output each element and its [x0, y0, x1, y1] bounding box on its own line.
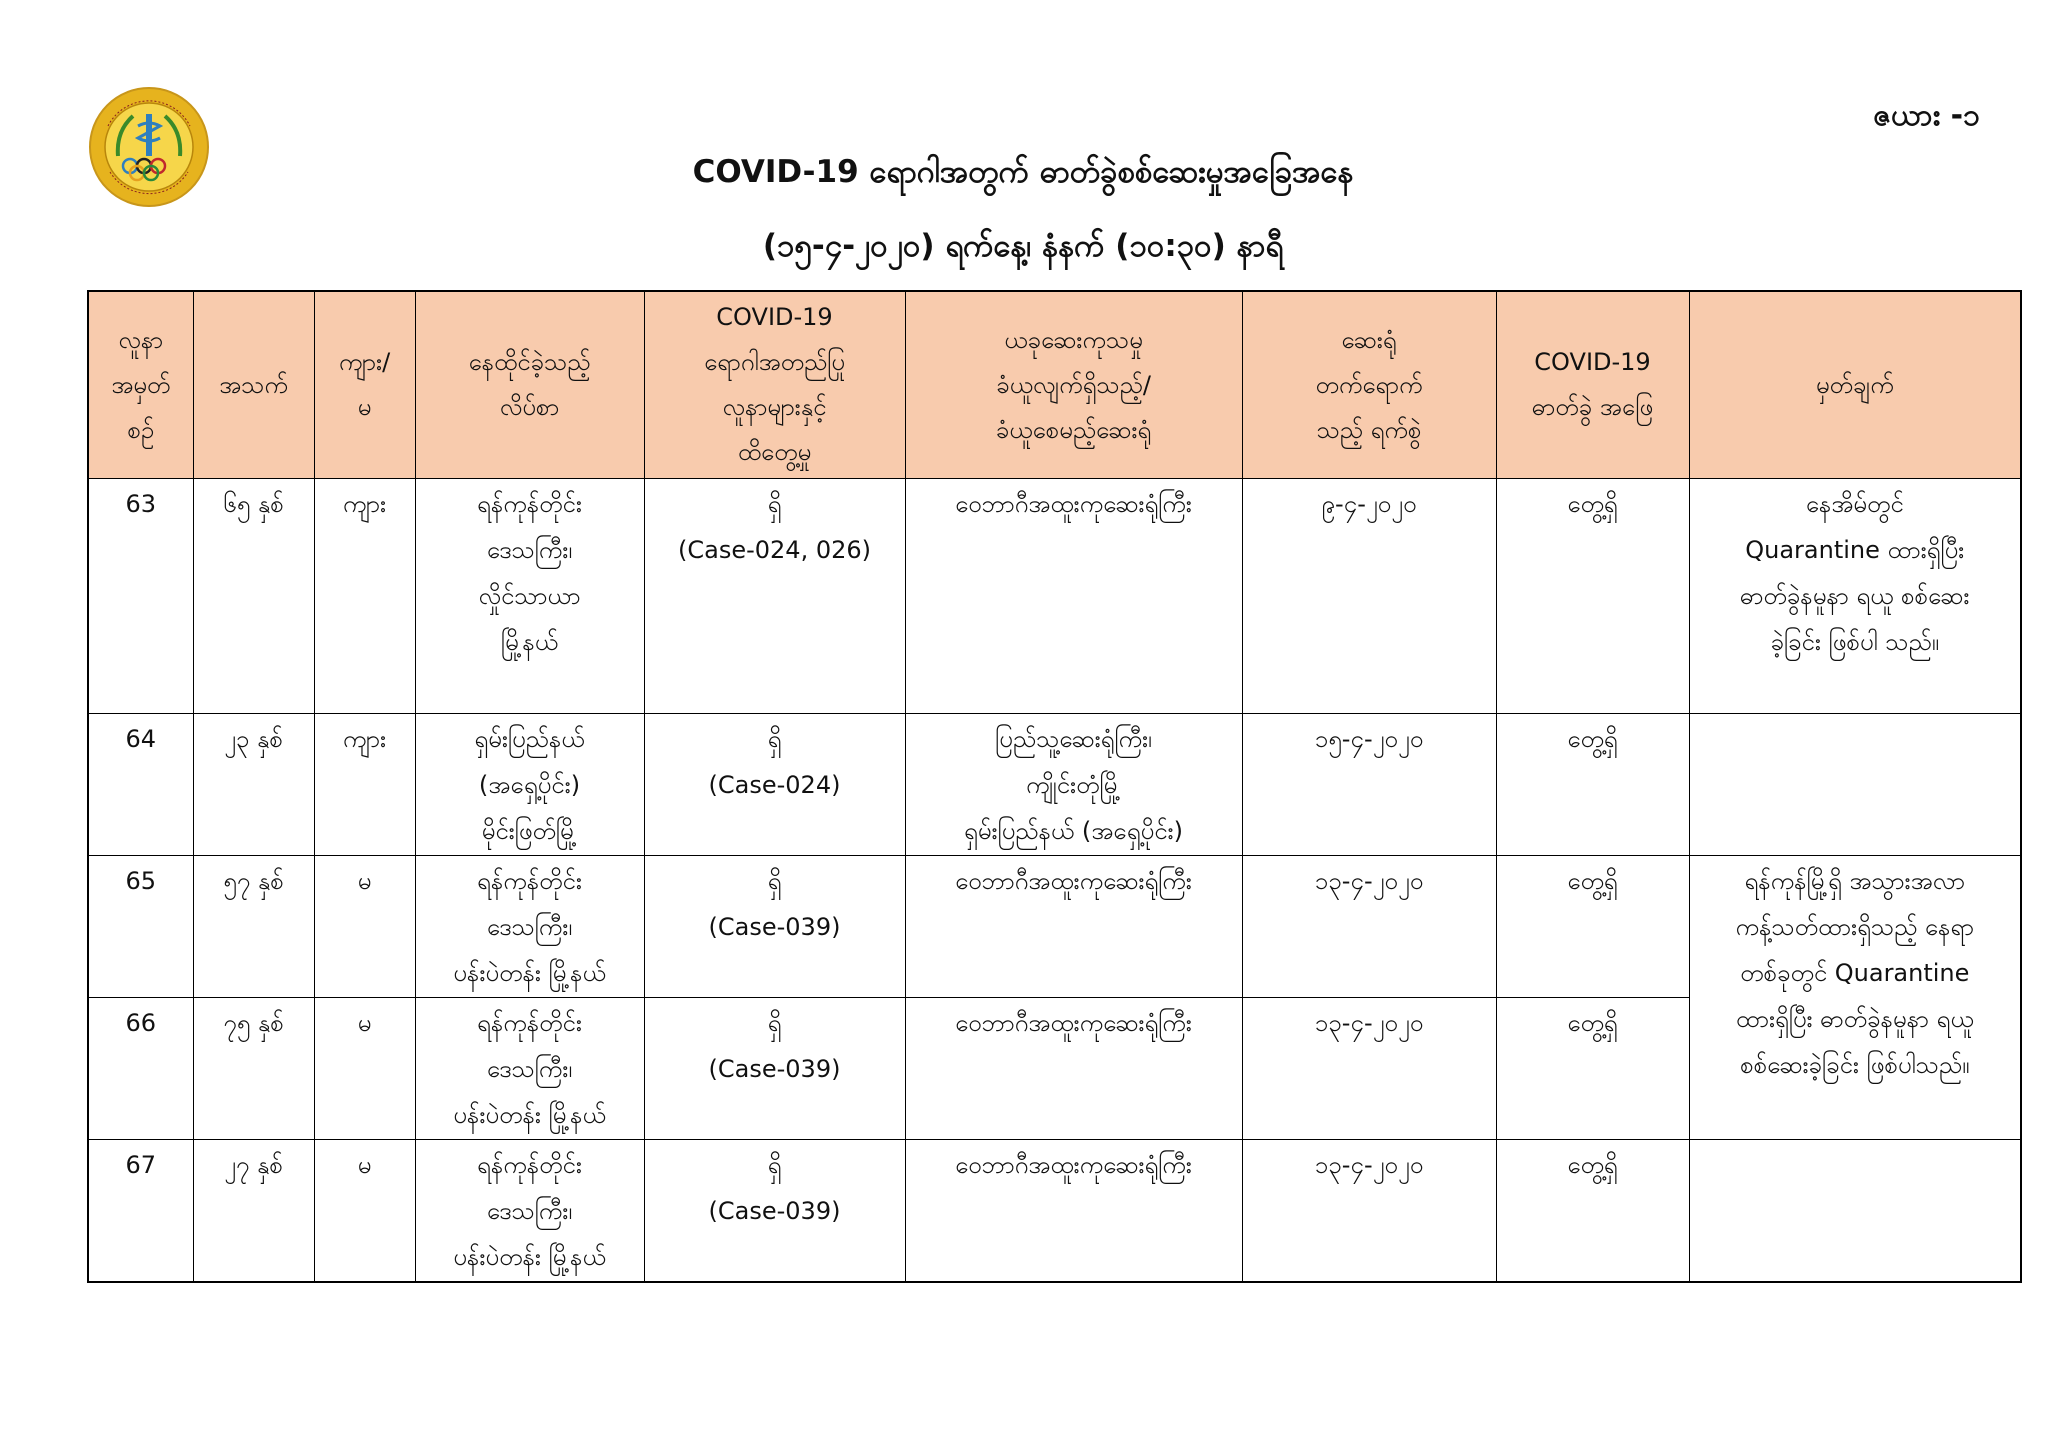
cell-sex: မ [314, 998, 415, 1140]
cell-patient-no: 64 [88, 714, 193, 856]
cell-sex: မ [314, 856, 415, 998]
page-subtitle: (၁၅-၄-၂၀၂၀) ရက်နေ့၊ နံနက် (၁၀:၃၀) နာရီ [762, 228, 1284, 264]
cell-address: ရန်ကုန်တိုင်း ဒေသကြီး၊ ပန်းပဲတန်း မြို့နယ် [415, 1140, 644, 1283]
cell-age: ၂၇ နှစ် [193, 1140, 314, 1283]
col-header-contact: COVID-19 ရောဂါအတည်ပြု လူနာများနှင့် ထိတွေ့မှု [644, 291, 905, 479]
cell-age: ၂၃ နှစ် [193, 714, 314, 856]
col-header-hospital: ယခုဆေးကုသမှု ခံယူလျက်ရှိသည့်/ ခံယူစေမည့်ဆေးရုံ [905, 291, 1242, 479]
cell-patient-no: 66 [88, 998, 193, 1140]
cell-hospital: ဝေဘာဂီအထူးကုဆေးရုံကြီး [905, 998, 1242, 1140]
cell-sex: ကျား [314, 479, 415, 714]
cell-admit-date: ၁၅-၄-၂၀၂၀ [1242, 714, 1496, 856]
page-title: COVID-19 ရောဂါအတွက် ဓာတ်ခွဲစစ်ဆေးမှုအခြေအနေ [692, 154, 1354, 190]
cell-contact: ရှိ (Case-039) [644, 1140, 905, 1283]
cell-age: ၅၇ နှစ် [193, 856, 314, 998]
cell-address: ရှမ်းပြည်နယ် (အရှေ့ပိုင်း) မိုင်းဖြတ်မြို့ [415, 714, 644, 856]
cell-remark [1689, 1140, 2021, 1283]
col-header-remark: မှတ်ချက် [1689, 291, 2021, 479]
cell-address: ရန်ကုန်တိုင်း ဒေသကြီး၊ ပန်းပဲတန်း မြို့နယ် [415, 856, 644, 998]
cell-hospital: ပြည်သူ့ဆေးရုံကြီး၊ ကျိုင်းတုံမြို့ ရှမ်းပြည်နယ် (အရှေ့ပိုင်း) [905, 714, 1242, 856]
cell-contact: ရှိ (Case-024) [644, 714, 905, 856]
cell-result: တွေ့ရှိ [1496, 714, 1689, 856]
cell-hospital: ဝေဘာဂီအထူးကုဆေးရုံကြီး [905, 856, 1242, 998]
cell-patient-no: 65 [88, 856, 193, 998]
cell-contact: ရှိ (Case-024, 026) [644, 479, 905, 714]
cell-remark [1689, 714, 2021, 856]
cell-contact: ရှိ (Case-039) [644, 856, 905, 998]
cell-admit-date: ၁၃-၄-၂၀၂၀ [1242, 856, 1496, 998]
col-header-patient-no: လူနာ အမှတ် စဉ် [88, 291, 193, 479]
cell-result: တွေ့ရှိ [1496, 998, 1689, 1140]
table-row [88, 1140, 2021, 1283]
col-header-address: နေထိုင်ခဲ့သည့် လိပ်စာ [415, 291, 644, 479]
cell-address: ရန်ကုန်တိုင်း ဒေသကြီး၊ လှိုင်သာယာ မြို့နယ် [415, 479, 644, 714]
cell-address: ရန်ကုန်တိုင်း ဒေသကြီး၊ ပန်းပဲတန်း မြို့နယ် [415, 998, 644, 1140]
cell-sex: မ [314, 1140, 415, 1283]
cell-remark-shared: ရန်ကုန်မြို့ရှိ အသွားအလာ ကန့်သတ်ထားရှိသည့် နေရာ တစ်ခုတွင် Quarantine ထားရှိပြီး ဓာတ်ခွဲနမူနာ ရယူ စစ်ဆေးခဲ့ခြင်း ဖြစ်ပါသည်။ [1689, 856, 2021, 1140]
cell-hospital: ဝေဘာဂီအထူးကုဆေးရုံကြီး [905, 479, 1242, 714]
cell-age: ၇၅ နှစ် [193, 998, 314, 1140]
col-header-sex: ကျား/ မ [314, 291, 415, 479]
cell-sex: ကျား [314, 714, 415, 856]
cell-result: တွေ့ရှိ [1496, 479, 1689, 714]
cell-admit-date: ၁၃-၄-၂၀၂၀ [1242, 998, 1496, 1140]
cell-patient-no: 63 [88, 479, 193, 714]
table-row [88, 479, 2021, 714]
table-row [88, 714, 2021, 856]
col-header-age: အသက် [193, 291, 314, 479]
cell-admit-date: ၁၃-၄-၂၀၂၀ [1242, 1140, 1496, 1283]
col-header-result: COVID-19 ဓာတ်ခွဲ အဖြေ [1496, 291, 1689, 479]
col-header-admit-date: ဆေးရုံ တက်ရောက် သည့် ရက်စွဲ [1242, 291, 1496, 479]
cell-contact: ရှိ (Case-039) [644, 998, 905, 1140]
cell-admit-date: ၉-၄-၂၀၂၀ [1242, 479, 1496, 714]
cell-result: တွေ့ရှိ [1496, 1140, 1689, 1283]
cell-age: ၆၅ နှစ် [193, 479, 314, 714]
cell-result: တွေ့ရှိ [1496, 856, 1689, 998]
cell-patient-no: 67 [88, 1140, 193, 1283]
cell-hospital: ဝေဘာဂီအထူးကုဆေးရုံကြီး [905, 1140, 1242, 1283]
cell-remark: နေအိမ်တွင် Quarantine ထားရှိပြီး ဓာတ်ခွဲနမူနာ ရယူ စစ်ဆေး ခဲ့ခြင်း ဖြစ်ပါ သည်။ [1689, 479, 2021, 714]
cases-table [87, 290, 2022, 1283]
table-row [88, 856, 2021, 998]
annex-label: ဇယား -၁ [1873, 98, 1980, 133]
table-header-row [88, 291, 2021, 479]
